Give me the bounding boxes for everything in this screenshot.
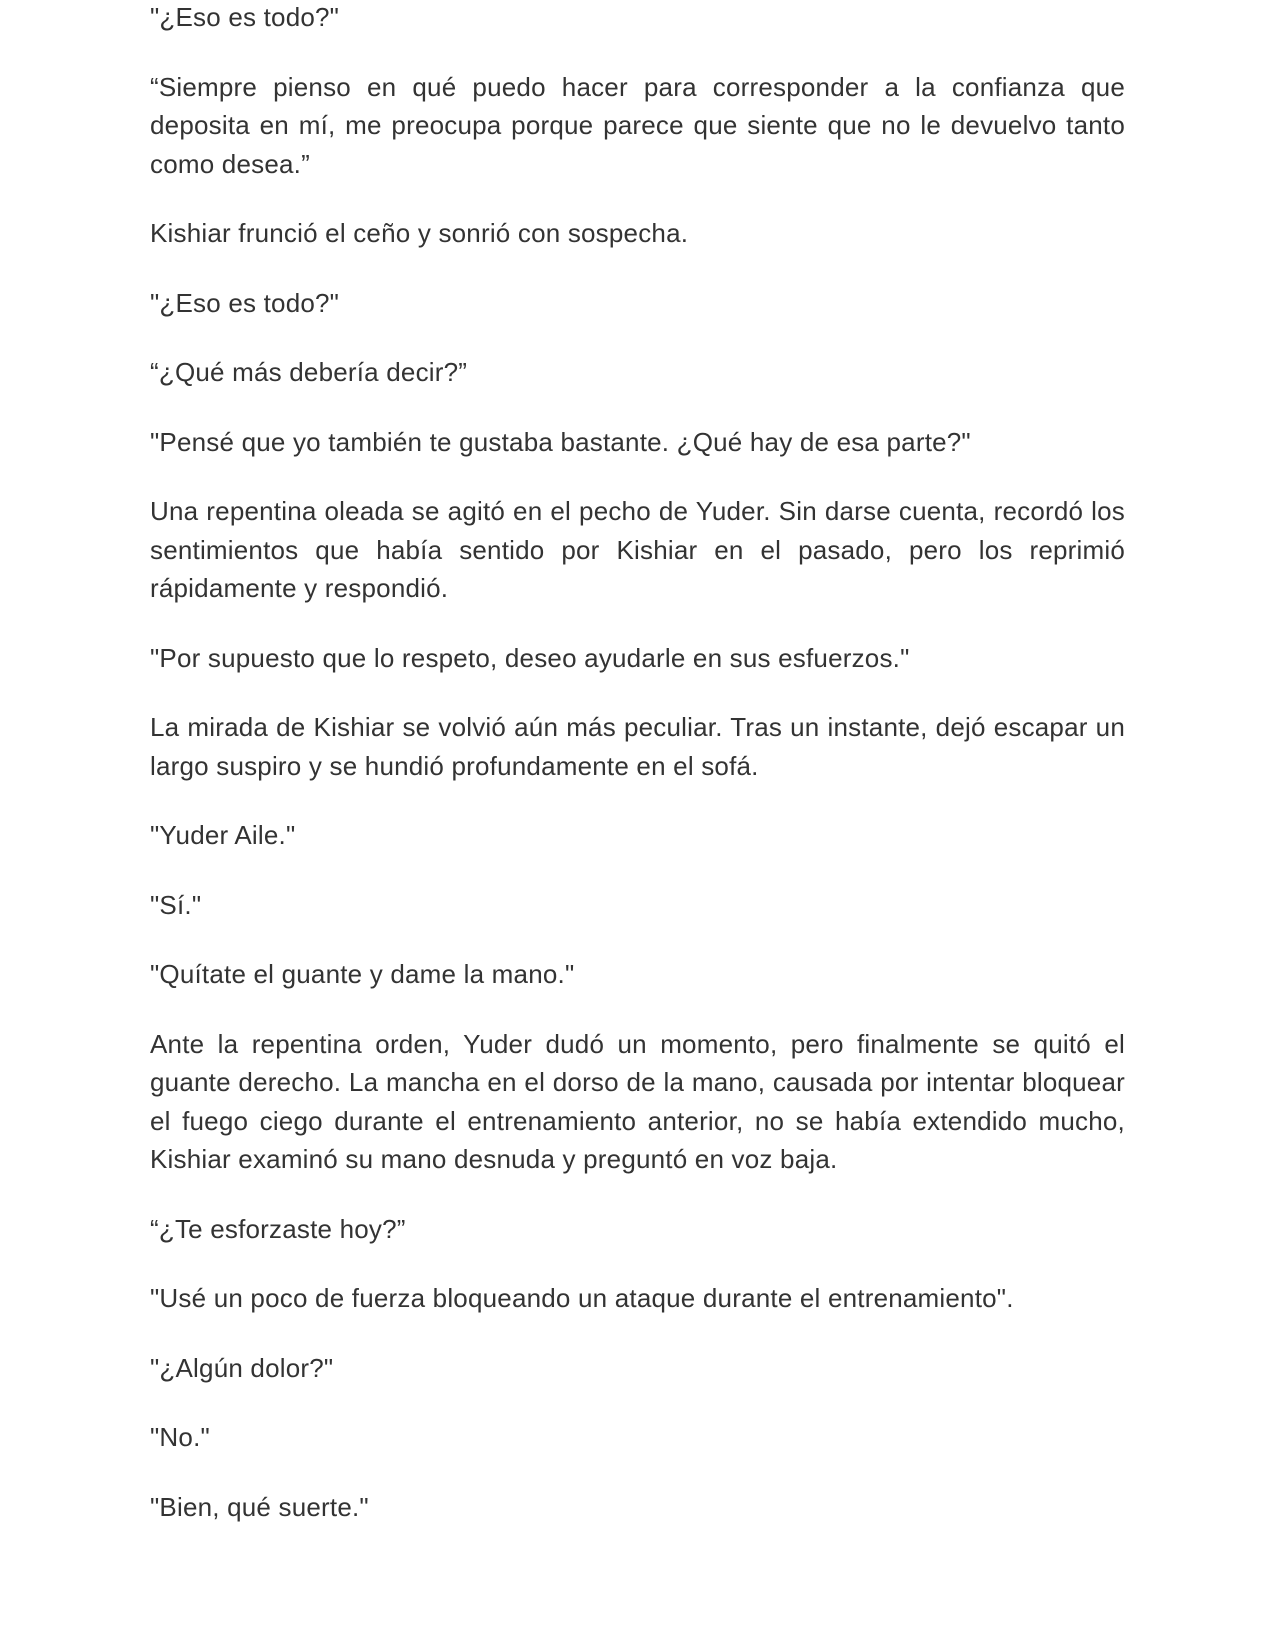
paragraph: "Usé un poco de fuerza bloqueando un ataque durante el entrenamiento". (150, 1283, 1014, 1313)
paragraph: “¿Te esforzaste hoy?” (150, 1213, 406, 1244)
paragraph: "Sí." (150, 889, 202, 920)
paragraph: "Por supuesto que lo respeto, deseo ayudarle en sus esfuerzos." (150, 642, 910, 673)
document-page (150, 0, 1125, 1557)
paragraph: "No." (150, 1422, 210, 1452)
paragraph: Ante la repentina orden, Yuder dudó un momento, pero finalmente se quitó el guante derecho. La mancha en el dorso de la mano, causada por intentar bloquear el fuego ciego durante el entrenamiento anterior, no se había extendido mucho, Kishiar examinó su mano desnuda y preguntó en voz baja. (150, 1028, 1125, 1174)
paragraph: La mirada de Kishiar se volvió aún más peculiar. Tras un instante, dejó escapar un largo suspiro y se hundió profundamente en el sofá. (150, 712, 1125, 781)
paragraph: "Quítate el guante y dame la mano." (150, 959, 575, 989)
paragraph: Kishiar frunció el ceño y sonrió con sospecha. (150, 218, 689, 248)
paragraph: Una repentina oleada se agitó en el pecho de Yuder. Sin darse cuenta, recordó los sentimientos que había sentido por Kishiar en el pasado, pero los reprimió rápidamente y respondió. (150, 496, 1125, 603)
paragraph: "¿Eso es todo?" (150, 2, 340, 32)
paragraph: "Bien, qué suerte." (150, 1491, 369, 1522)
paragraph: “Siempre pienso en qué puedo hacer para corresponder a la confianza que deposita en mí, me preocupa porque parece que siente que no le devuelvo tanto como desea.” (150, 71, 1125, 179)
paragraph: "¿Algún dolor?" (150, 1352, 334, 1383)
paragraph: "Yuder Aile." (150, 820, 296, 850)
paragraph: “¿Qué más debería decir?” (150, 357, 468, 387)
paragraph: "¿Eso es todo?" (150, 287, 340, 318)
paragraph: "Pensé que yo también te gustaba bastante. ¿Qué hay de esa parte?" (150, 426, 971, 457)
